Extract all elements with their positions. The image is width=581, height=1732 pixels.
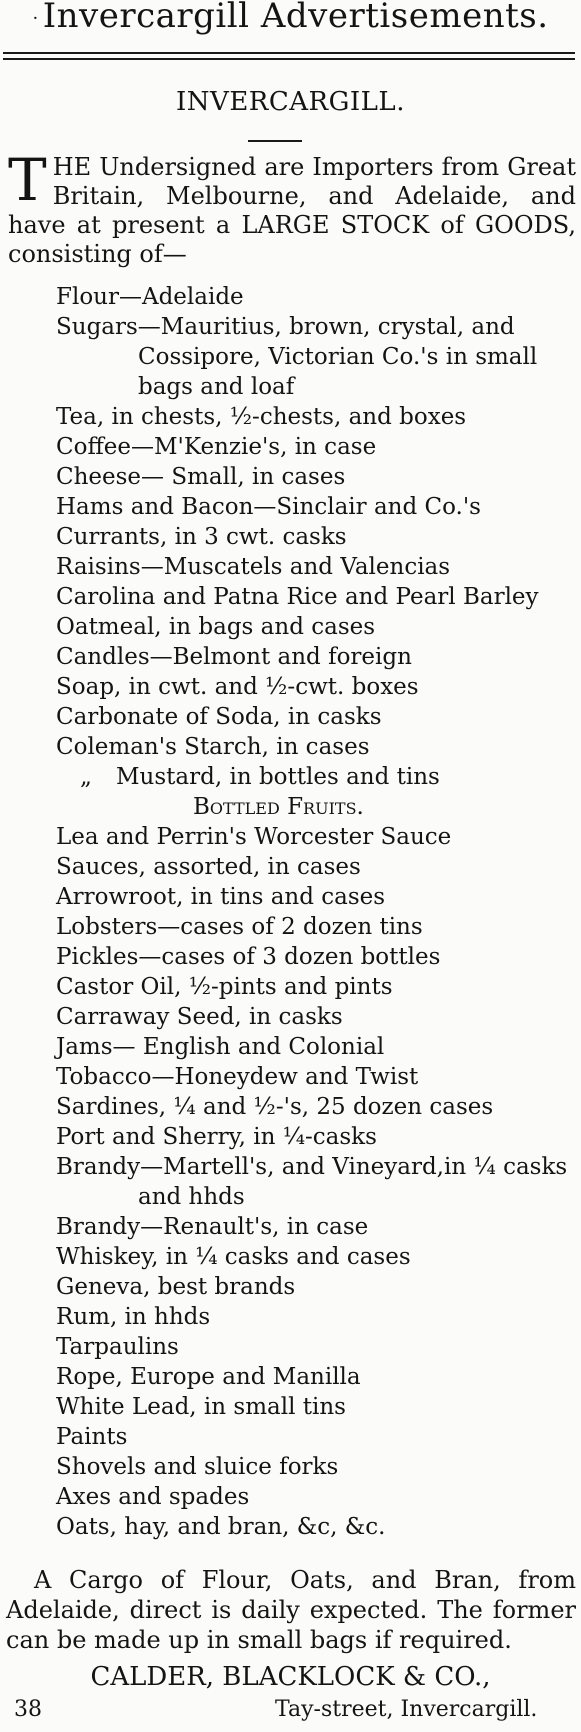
goods-item xyxy=(56,972,576,1002)
goods-item xyxy=(56,1422,576,1452)
goods-item xyxy=(56,852,576,882)
goods-item-text: Paints xyxy=(56,1424,128,1450)
intro-text: HE Undersigned are Importers from Great Britain, Melbourne, and Adelaide, and have at present a LARGE STOCK of GOODS, consisting of— xyxy=(8,153,576,268)
header-rule-top xyxy=(3,52,575,54)
goods-item-text: Shovels and sluice forks xyxy=(56,1454,339,1480)
goods-item-text: Carbonate of Soda, in casks xyxy=(56,704,382,730)
goods-item-text: Carolina and Patna Rice and Pearl Barley xyxy=(56,584,539,610)
goods-item-text: Brandy—Renault's, in case xyxy=(56,1214,369,1240)
drop-cap: T xyxy=(8,146,47,214)
goods-item-text: Currants, in 3 cwt. casks xyxy=(56,524,347,550)
goods-item xyxy=(56,612,576,642)
goods-item xyxy=(56,1332,576,1362)
goods-item-text: Lobsters—cases of 2 dozen tins xyxy=(56,914,423,940)
goods-item xyxy=(56,1122,576,1152)
goods-item xyxy=(56,792,576,822)
goods-item-text: Candles—Belmont and foreign xyxy=(56,644,412,670)
goods-item xyxy=(56,1062,576,1092)
goods-item xyxy=(56,942,576,972)
goods-item xyxy=(56,462,576,492)
goods-item xyxy=(56,582,576,612)
goods-item xyxy=(56,822,576,852)
goods-item xyxy=(56,1362,576,1392)
advertisement-intro xyxy=(8,146,576,269)
goods-item-text: Flour—Adelaide xyxy=(56,284,244,310)
goods-item xyxy=(56,1092,576,1122)
goods-item xyxy=(56,1272,576,1302)
goods-item-continuation: bags and loaf xyxy=(138,374,295,400)
goods-item xyxy=(56,912,576,942)
goods-item-text: Coffee—M'Kenzie's, in case xyxy=(56,434,377,460)
goods-item xyxy=(56,1302,576,1332)
goods-item xyxy=(56,762,576,792)
goods-item xyxy=(56,1482,576,1512)
goods-item xyxy=(56,1212,576,1242)
goods-item-text: Port and Sherry, in ¼-casks xyxy=(56,1124,377,1150)
goods-item-text: Lea and Perrin's Worcester Sauce xyxy=(56,824,452,850)
goods-item-text: Tea, in chests, ½-chests, and boxes xyxy=(56,404,467,430)
goods-item xyxy=(56,642,576,672)
cargo-notice xyxy=(6,1565,576,1655)
goods-item-text: Jams— English and Colonial xyxy=(56,1034,385,1060)
goods-item xyxy=(56,312,576,402)
goods-item-text: White Lead, in small tins xyxy=(56,1394,346,1420)
goods-item-text: Coleman's Starch, in cases xyxy=(56,734,370,760)
goods-item-text: Rope, Europe and Manilla xyxy=(56,1364,361,1390)
goods-item-text: Tobacco—Honeydew and Twist xyxy=(56,1064,419,1090)
goods-item-text: Geneva, best brands xyxy=(56,1274,296,1300)
goods-item xyxy=(56,732,576,762)
goods-item-text: Sugars—Mauritius, brown, crystal, and xyxy=(56,314,515,340)
goods-item-text: Axes and spades xyxy=(56,1484,250,1510)
goods-item xyxy=(56,432,576,462)
merchant-address: Tay-street, Invercargill. xyxy=(275,1697,538,1722)
goods-item xyxy=(56,702,576,732)
ditto-mark: „ xyxy=(80,764,92,790)
goods-item-text: Pickles—cases of 3 dozen bottles xyxy=(56,944,441,970)
goods-item-text: Oats, hay, and bran, &c, &c. xyxy=(56,1514,386,1540)
goods-list xyxy=(56,282,576,1542)
goods-item-text: Soap, in cwt. and ½-cwt. boxes xyxy=(56,674,419,700)
goods-item-text: Rum, in hhds xyxy=(56,1304,211,1330)
goods-item-continuation: Cossipore, Victorian Co.'s in small xyxy=(138,344,538,370)
goods-item-text: Carraway Seed, in casks xyxy=(56,1004,343,1030)
goods-item xyxy=(56,1242,576,1272)
goods-item xyxy=(56,552,576,582)
goods-subheading: Bottled Fruits. xyxy=(193,794,364,820)
goods-item xyxy=(56,1392,576,1422)
goods-item-text: Brandy—Martell's, and Vineyard,in ¼ casks xyxy=(56,1154,568,1180)
advert-number: 38 xyxy=(14,1697,42,1722)
goods-item-text: Hams and Bacon—Sinclair and Co.'s xyxy=(56,494,481,520)
advertisement-title: INVERCARGILL. xyxy=(176,87,405,117)
goods-item xyxy=(56,1452,576,1482)
goods-item-text: Oatmeal, in bags and cases xyxy=(56,614,376,640)
header-dot: · xyxy=(32,7,39,29)
goods-item xyxy=(56,1032,576,1062)
goods-item xyxy=(56,1002,576,1032)
goods-item-text: Mustard, in bottles and tins xyxy=(116,764,440,790)
goods-item xyxy=(56,882,576,912)
goods-item xyxy=(56,402,576,432)
goods-item xyxy=(56,1152,576,1212)
goods-item xyxy=(56,672,576,702)
goods-item-text: Raisins—Muscatels and Valencias xyxy=(56,554,451,580)
goods-item-text: Sardines, ¼ and ½-'s, 25 dozen cases xyxy=(56,1094,494,1120)
goods-item-text: Sauces, assorted, in cases xyxy=(56,854,361,880)
merchant-name: CALDER, BLACKLOCK & CO., xyxy=(90,1662,491,1692)
section-title: Invercargill Advertisements. xyxy=(42,0,549,36)
goods-item-text: Arrowroot, in tins and cases xyxy=(56,884,386,910)
goods-item xyxy=(56,522,576,552)
goods-item-text: Cheese— Small, in cases xyxy=(56,464,346,490)
goods-item xyxy=(56,492,576,522)
goods-item-text: Castor Oil, ½-pints and pints xyxy=(56,974,393,1000)
goods-item xyxy=(56,282,576,312)
section-header xyxy=(0,0,581,36)
goods-item-continuation: and hhds xyxy=(138,1184,245,1210)
title-rule xyxy=(248,140,302,142)
goods-item-text: Whiskey, in ¼ casks and cases xyxy=(56,1244,411,1270)
goods-item-text: Tarpaulins xyxy=(56,1334,179,1360)
goods-item xyxy=(56,1512,576,1542)
header-rule-bottom xyxy=(3,58,575,60)
cargo-text: A Cargo of Flour, Oats, and Bran, from Adelaide, direct is daily expected. The former can be made up in small bags if required. xyxy=(6,1566,576,1654)
